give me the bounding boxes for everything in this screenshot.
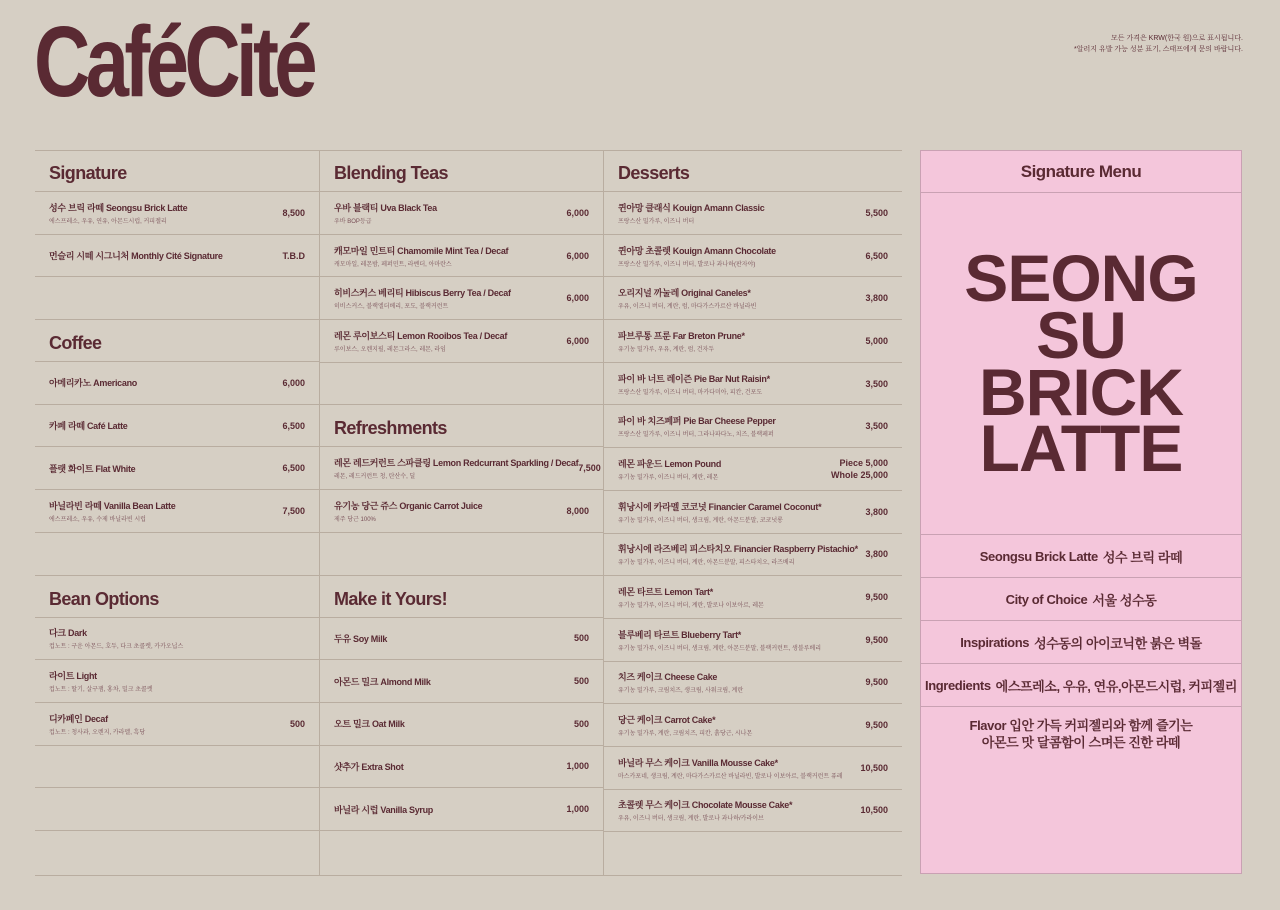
menu-item — [35, 490, 319, 533]
item-name: 샷추가 Extra Shot — [334, 761, 404, 772]
menu-item — [35, 192, 319, 235]
menu-item — [320, 447, 603, 490]
item-price: 5,500 — [865, 207, 888, 218]
menu-item — [604, 235, 902, 278]
hero-line: LATTE — [979, 411, 1183, 486]
menu-item — [320, 277, 603, 320]
item-name: 레몬 타르트 Lemon Tart* — [618, 587, 713, 598]
item-desc: 프랑스산 밀가루, 이즈니 버터 — [618, 218, 695, 225]
item-price: 9,500 — [865, 634, 888, 645]
item-desc: 유기농 밀가루, 크림치즈, 생크림, 사워크림, 계란 — [618, 688, 744, 695]
item-desc: 에스프레소, 우유, 수제 바닐라빈 시럽 — [49, 516, 146, 523]
item-price: 500 — [573, 718, 589, 729]
menu-item — [604, 192, 902, 235]
signature-flavor — [921, 707, 1241, 751]
bottom-rule — [35, 875, 902, 876]
item-name: 당근 케이크 Carrot Cake* — [618, 715, 716, 726]
item-desc: 우유, 이즈니 버터, 계란, 럼, 마다가스카르산 바닐라빈 — [618, 304, 757, 311]
row-value: 성수 브릭 라떼 — [1102, 549, 1183, 565]
item-price: 10,500 — [860, 805, 888, 816]
menu-item — [320, 320, 603, 363]
menu-item — [35, 660, 319, 703]
hero-line: BRICK — [979, 354, 1183, 429]
item-name: 휘낭시에 라즈베리 피스타치오 Financier Raspberry Pistachio* — [618, 544, 858, 555]
item-price: 500 — [573, 633, 589, 644]
item-price: 8,000 — [566, 505, 589, 516]
menu-item — [35, 362, 319, 405]
item-name: 바닐라 무스 케이크 Vanilla Mousse Cake* — [618, 757, 778, 768]
menu-item — [320, 192, 603, 235]
item-price: 3,800 — [865, 549, 888, 560]
signature-row-name — [921, 535, 1241, 578]
item-name: 오리지널 까눌레 Original Caneles* — [618, 288, 751, 299]
item-name: 캐모마일 민트티 Chamomile Mint Tea / Decaf — [334, 245, 509, 256]
item-name: 파이 바 너트 레이즌 Pie Bar Nut Raisin* — [618, 373, 770, 384]
item-desc: 유기농 밀가루, 우유, 계란, 럼, 건자두 — [618, 346, 715, 353]
row-value: 에스프레소, 우유, 연유,아몬드시럽, 커피젤리 — [995, 678, 1237, 694]
signature-row-city — [921, 578, 1241, 621]
item-name: 유기농 당근 쥬스 Organic Carrot Juice — [334, 500, 483, 511]
item-desc: 프랑스산 밀가루, 이즈니 버터, 마카다미아, 피칸, 건포도 — [618, 389, 763, 396]
price-whole: Whole 25,000 — [830, 469, 888, 480]
menu-item — [320, 660, 603, 703]
item-name: 두유 Soy Milk — [334, 633, 388, 644]
item-price: 6,500 — [282, 463, 305, 474]
item-name: 오트 밀크 Oat Milk — [334, 719, 405, 730]
signature-row-inspirations — [921, 621, 1241, 664]
menu-item — [604, 320, 902, 363]
item-price: 9,500 — [865, 592, 888, 603]
item-name: 파브루통 프룬 Far Breton Prune* — [618, 330, 745, 341]
row-value: 성수동의 아이코닉한 붉은 벽돌 — [1034, 635, 1202, 651]
empty-row — [35, 788, 319, 831]
item-price: 9,500 — [865, 677, 888, 688]
brand-logo: CaféCité — [34, 6, 313, 118]
menu-item — [35, 405, 319, 448]
item-desc: 유기농 밀가루, 이즈니 버터, 생크림, 계란, 아몬드분말, 블랙커런트, 생블루베리 — [618, 645, 822, 652]
item-price: 6,000 — [566, 293, 589, 304]
menu-item — [320, 235, 603, 278]
menu-item — [604, 448, 902, 491]
empty-row — [35, 277, 319, 320]
item-name: 플랫 화이트 Flat White — [49, 463, 136, 474]
item-name: 휘낭시에 카라멜 코코넛 Financier Caramel Coconut* — [618, 501, 822, 512]
item-price: 1,000 — [566, 761, 589, 772]
menu-item — [35, 618, 319, 661]
item-desc: 컵노트 : 딸기, 살구잼, 홍차, 밀크 초콜렛 — [49, 687, 153, 694]
item-name: 치즈 케이크 Cheese Cake — [618, 672, 718, 683]
hero-line: SU — [1036, 297, 1126, 372]
menu-item — [604, 277, 902, 320]
item-name: 바닐라빈 라떼 Vanilla Bean Latte — [49, 500, 176, 511]
hero-line: SEONG — [964, 241, 1198, 315]
menu-item — [35, 703, 319, 746]
signature-hero-wordmark — [921, 193, 1241, 535]
menu-item — [604, 790, 902, 833]
section-title-bean-options: Bean Options — [35, 576, 319, 618]
item-price: 3,500 — [865, 378, 888, 389]
item-price: 6,000 — [566, 335, 589, 346]
menu-item — [604, 576, 902, 619]
item-name: 레몬 파운드 Lemon Pound — [618, 458, 722, 469]
menu-item — [35, 235, 319, 278]
menu-item — [604, 747, 902, 790]
item-desc: 유기농 밀가루, 이즈니 버터, 계란, 레몬 — [618, 474, 719, 481]
item-price: 6,000 — [566, 250, 589, 261]
item-price: 5,000 — [865, 335, 888, 346]
item-price: 6,000 — [282, 377, 305, 388]
item-price: 7,500 — [282, 505, 305, 516]
row-label: Seongsu Brick Latte — [979, 548, 1098, 564]
item-name: 바닐라 시럽 Vanilla Syrup — [334, 804, 433, 815]
item-name: 레몬 루이보스티 Lemon Rooibos Tea / Decaf — [334, 330, 508, 341]
empty-row — [320, 363, 603, 406]
item-name: 아몬드 밀크 Almond Milk — [334, 676, 431, 687]
flavor-label: Flavor — [969, 718, 1007, 733]
item-name: 초콜렛 무스 케이크 Chocolate Mousse Cake* — [618, 800, 793, 811]
price-notice — [1074, 33, 1243, 55]
menu-item — [320, 703, 603, 746]
menu-item — [604, 363, 902, 406]
notice-line-2: *알러지 유발 가능 성분 표기, 스태프에게 문의 바랍니다. — [1074, 46, 1243, 53]
item-price: 6,500 — [282, 420, 305, 431]
item-price: 10,500 — [860, 762, 888, 773]
item-price: 7,500 — [578, 463, 601, 474]
section-title-refreshments: Refreshments — [320, 405, 603, 447]
menu-item — [320, 788, 603, 831]
item-desc: 제주 당근 100% — [334, 516, 376, 523]
row-value: 서울 성수동 — [1092, 592, 1157, 608]
item-price: 500 — [573, 676, 589, 687]
item-desc: 유기농 밀가루, 이즈니 버터, 계란, 아몬드분말, 피스타치오, 라즈베리 — [618, 560, 795, 567]
item-desc: 프랑스산 밀가루, 이즈니 버터, 발로나 과나하(판자야) — [618, 261, 756, 268]
column-2 — [320, 150, 603, 874]
empty-row — [604, 832, 902, 875]
signature-panel — [920, 150, 1242, 874]
menu-item — [604, 619, 902, 662]
menu-item — [604, 405, 902, 448]
empty-row — [320, 533, 603, 576]
empty-row — [35, 533, 319, 576]
item-desc: 컵노트 : 청사과, 오렌지, 카라멜, 흑당 — [49, 729, 146, 736]
item-desc: 컵노트 : 구운 아몬드, 호두, 다크 초콜렛, 카카오닙스 — [49, 644, 184, 651]
item-price: T.B.D — [282, 250, 305, 261]
item-name: 퀸아망 초콜렛 Kouign Amann Chocolate — [618, 245, 776, 256]
menu-item — [604, 534, 902, 577]
section-title-signature: Signature — [35, 150, 319, 192]
section-title-desserts: Desserts — [604, 150, 902, 192]
item-name: 라이트 Light — [49, 671, 97, 682]
item-desc: 프랑스산 밀가루, 이즈니 버터, 그라나파다노, 치즈, 블랙페퍼 — [618, 432, 774, 439]
row-label: City of Choice — [1005, 591, 1088, 607]
price-piece: Piece 5,000 — [839, 457, 888, 468]
item-name: 파이 바 치즈페퍼 Pie Bar Cheese Pepper — [618, 416, 776, 427]
item-name: 히비스커스 베리티 Hibiscus Berry Tea / Decaf — [334, 288, 511, 299]
row-label: Ingredients — [925, 677, 991, 693]
item-name: 퀸아망 클래식 Kouign Amann Classic — [618, 202, 765, 213]
menu-item — [604, 704, 902, 747]
section-title-make-it-yours: Make it Yours! — [320, 576, 603, 618]
section-title-coffee: Coffee — [35, 320, 319, 362]
item-desc: 유기농 밀가루, 이즈니 버터, 계란, 발로나 이보아르, 레몬 — [618, 603, 764, 610]
item-price — [831, 457, 888, 481]
column-1 — [35, 150, 319, 874]
menu-item — [320, 490, 603, 533]
menu-item — [604, 662, 902, 705]
item-price: 3,500 — [865, 421, 888, 432]
menu-item — [35, 447, 319, 490]
signature-row-ingredients — [921, 664, 1241, 707]
signature-panel-title: Signature Menu — [921, 151, 1241, 193]
row-label: Inspirations — [960, 634, 1030, 650]
empty-row — [35, 746, 319, 789]
item-price: 3,800 — [865, 293, 888, 304]
item-desc: 레몬, 레드커런트 청, 탄산수, 딜 — [334, 474, 416, 481]
item-desc: 마스카포네, 생크림, 계란, 마다가스카르산 바닐라빈, 발로나 이보아르, 블랙커런트 퓨레 — [618, 773, 843, 780]
item-name: 먼슬리 시떼 시그니처 Monthly Cité Signature — [49, 251, 223, 262]
item-name: 성수 브릭 라떼 Seongsu Brick Latte — [49, 202, 188, 213]
item-name: 우바 블랙티 Uva Black Tea — [334, 202, 437, 213]
item-name: 카페 라떼 Café Latte — [49, 421, 128, 432]
item-name: 다크 Dark — [49, 628, 87, 639]
menu-item — [320, 746, 603, 789]
flavor-line-2: 아몬드 맛 달콤함이 스며든 진한 라떼 — [981, 735, 1181, 750]
item-price: 8,500 — [282, 207, 305, 218]
item-desc: 우유, 이즈니 버터, 생크림, 계란, 발로나 과나하/카라이브 — [618, 816, 764, 823]
item-desc: 우바 BOP등급 — [334, 218, 372, 225]
item-price: 500 — [289, 718, 305, 729]
notice-line-1: 모든 가격은 KRW(한국 원)으로 표시됩니다. — [1110, 35, 1243, 42]
menu-item — [320, 618, 603, 661]
item-desc: 유기농 밀가루, 이즈니 버터, 생크림, 계란, 아몬드분말, 코코넛롱 — [618, 517, 783, 524]
menu-item — [604, 491, 902, 534]
item-price: 1,000 — [566, 804, 589, 815]
empty-row — [320, 831, 603, 874]
item-name: 블루베리 타르트 Blueberry Tart* — [618, 629, 742, 640]
item-price: 3,800 — [865, 506, 888, 517]
item-price: 6,000 — [566, 207, 589, 218]
item-desc: 유기농 밀가루, 계란, 크림치즈, 피칸, 흙당근, 시나몬 — [618, 731, 753, 738]
item-name: 아메리카노 Americano — [49, 378, 137, 389]
section-title-blending-teas: Blending Teas — [320, 150, 603, 192]
item-desc: 루이보스, 오렌지필, 레몬그라스, 레몬, 라임 — [334, 346, 446, 353]
flavor-line-1: 입안 가득 커피젤리와 함께 즐기는 — [1009, 718, 1193, 733]
item-desc: 캐모마일, 레몬밤, 페퍼민트, 라벤더, 아마란스 — [334, 261, 452, 268]
item-price: 9,500 — [865, 720, 888, 731]
item-desc: 히비스커스, 블랙엘더베리, 포도, 블랙커런트 — [334, 304, 449, 311]
item-desc: 에스프레소, 우유, 연유, 아몬드시럽, 커피젤리 — [49, 218, 167, 225]
empty-row — [35, 831, 319, 874]
column-3 — [604, 150, 902, 875]
item-price: 6,500 — [865, 250, 888, 261]
item-name: 레몬 레드커런트 스파클링 Lemon Redcurrant Sparkling / Decaf — [334, 458, 579, 469]
item-name: 디카페인 Decaf — [49, 713, 108, 724]
